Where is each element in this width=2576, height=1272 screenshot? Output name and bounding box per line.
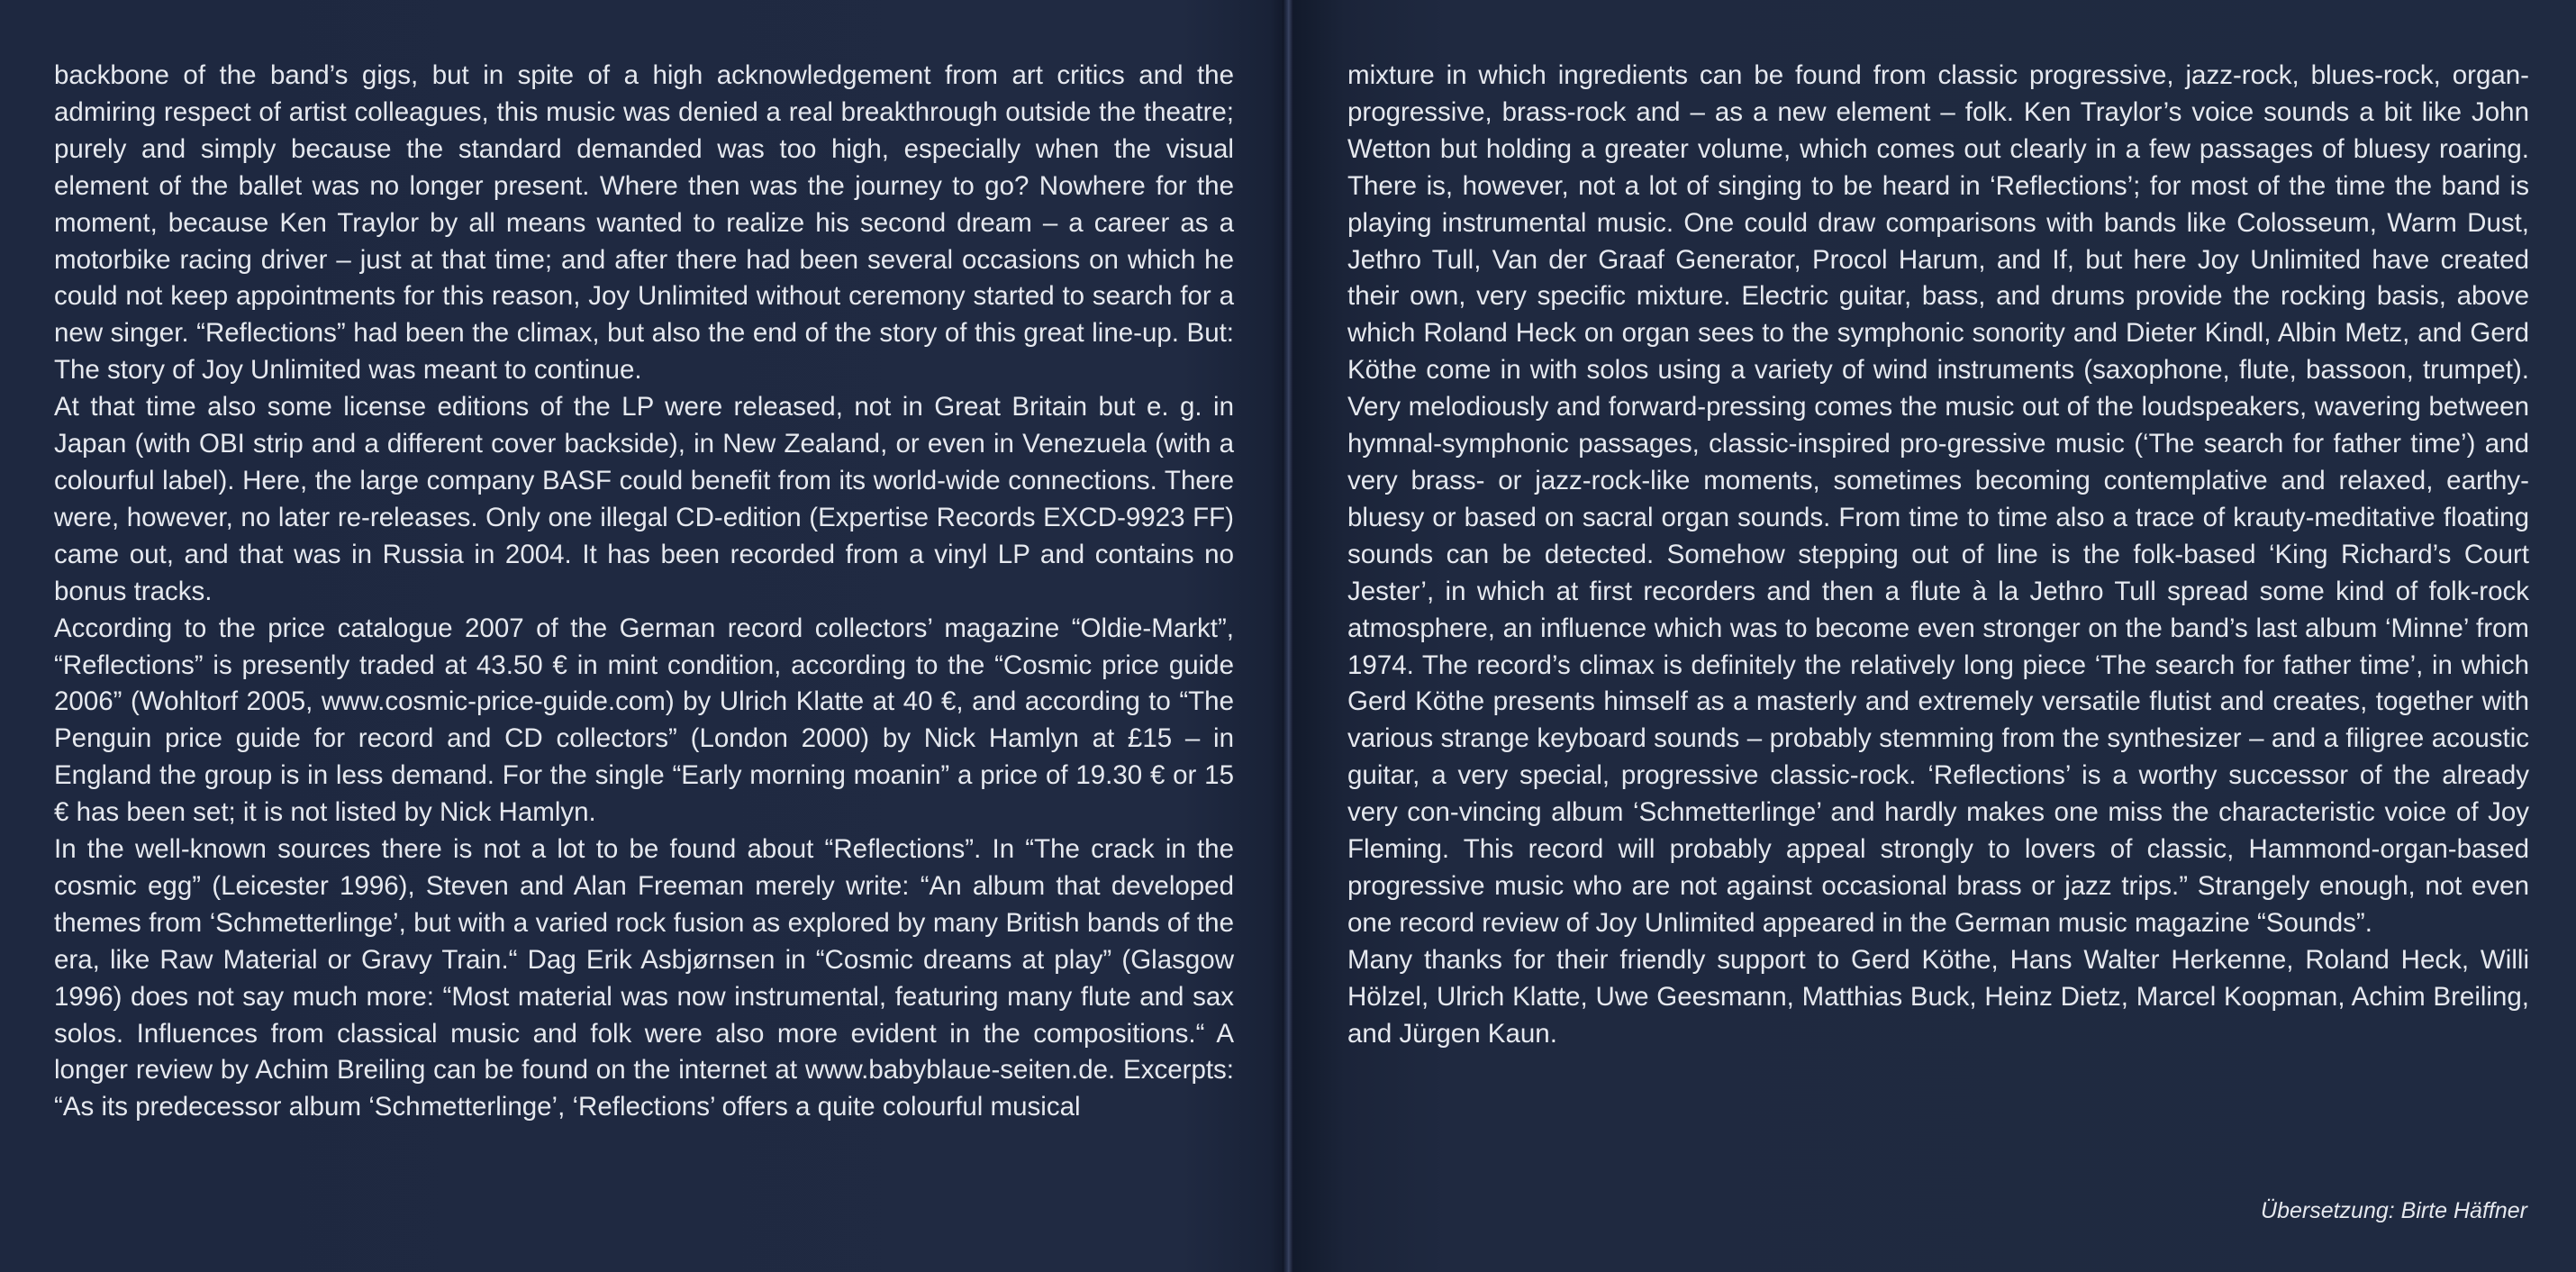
paragraph-musical-mixture: mixture in which ingredients can be found from classic progressive, jazz-rock, blues-rock, organ-progressive, brass-rock and – as a new element – folk. Ken Traylor’s voice sounds a bit like John Wetton but holding a greater volume, which comes out clearly in a few passages of bluesy roaring. There is, however, not a lot of singing to be heard in ‘Reflections’; for most of the time the band is playing instrumental music. One could draw comparisons with bands like Colosseum, Warm Dust, Jethro Tull, Van der Graaf Generator, Procol Harum, and If, but here Joy Unlimited have created their own, very specific mixture. Electric guitar, bass, and drums provide the rocking basis, above which Roland Heck on organ sees to the symphonic sonority and Dieter Kindl, Albin Metz, and Gerd Köthe come in with solos using a variety of wind instruments (saxophone, flute, bassoon, trumpet). Very melodiously and forward-pressing comes the music out of the loudspeakers, wavering between hymnal-symphonic passages, classic-inspired pro-gressive music (‘The search for father time’) and very brass- or jazz-rock-like moments, sometimes becoming contemplative and relaxed, earthy-bluesy or based on sacral organ sounds. From time to time also a trace of krauty-meditative floating sounds can be detected. Somehow stepping out of line is the folk-based ‘King Richard’s Court Jester’, in which at first recorders and then a flute à la Jethro Tull spread some kind of folk-rock atmosphere, an influence which was to become even stronger on the band’s last album ‘Minne’ from 1974. The record’s climax is definitely the relatively long piece ‘The search for father time’, in which Gerd Köthe presents himself as a masterly and extremely versatile flutist and creates, together with various strange keyboard sounds – probably stemming from the synthesizer – and a filigree acoustic guitar, a very special, progressive classic-rock. ‘Reflections’ is a worthy successor of the already very con-vincing album ‘Schmetterlinge’ and hardly makes one miss the characteristic voice of Joy Fleming. This record will probably appeal strongly to lovers of classic, Hammond-organ-based progressive music who are not against occasional brass or jazz trips.” Strangely enough, not even one record review of Joy Unlimited appeared in the German music magazine “Sounds”. (1347, 60, 2529, 938)
paragraph-sources: In the well-known sources there is not a lot to be found about “Reflections”. In “The crack in the cosmic egg” (Leicester 1996), Steven and Alan Freeman merely write: “An album that developed themes from ‘Schmetterlinge’, but with a varied rock fusion as explored by many British bands of the era, like Raw Material or Gravy Train.“ Dag Erik Asbjørnsen in “Cosmic dreams at play” (Glasgow 1996) does not say much more: “Most material was now instrumental, featuring many flute and sax solos. Influences from classical music and folk were also more evident in the compositions.“ A longer review by Achim Breiling can be found on the internet at www.babyblaue-seiten.de. Excerpts: “As its predecessor album ‘Schmetterlinge’, ‘Reflections’ offers a quite colourful musical (54, 834, 1234, 1122)
right-page (1293, 0, 2576, 1272)
paragraph-backbone: backbone of the band’s gigs, but in spite of a high acknowledgement from art critics and the admiring respect of artist colleagues, this music was denied a real breakthrough outside the theatre; purely and simply because the standard demanded was too high, especially when the visual element of the ballet was no longer present. Where then was the journey to go? Nowhere for the moment, because Ken Traylor by all means wanted to realize his second dream – a career as a motorbike racing driver – just at that time; and after there had been several occasions on which he could not keep appointments for this reason, Joy Unlimited without ceremony started to search for a new singer. “Reflections” had been the climax, but also the end of the story of this great line-up. But: The story of Joy Unlimited was meant to continue. (54, 60, 1234, 386)
right-text-column (1347, 58, 2529, 1052)
paragraph-price-catalogue: According to the price catalogue 2007 of the German record collectors’ magazine “Oldie-Markt”, “Reflections” is presently traded at 43.50 € in mint condition, according to the “Cosmic price guide 2006” (Wohltorf 2005, www.cosmic-price-guide.com) by Ulrich Klatte at 40 €, and according to “The Penguin price guide for record and CD collectors” (London 2000) by Nick Hamlyn at £15 – in England the group is in less demand. For the single “Early morning moanin” a price of 19.30 € or 15 € has been set; it is not listed by Nick Hamlyn. (54, 613, 1234, 828)
left-page (0, 0, 1283, 1272)
left-text-column (54, 58, 1234, 1126)
translation-credit: Übersetzung: Birte Häffner (2261, 1198, 2527, 1223)
booklet-spine (1283, 0, 1293, 1272)
paragraph-thanks: Many thanks for their friendly support to Gerd Köthe, Hans Walter Herkenne, Roland Heck, Willi Hölzel, Ulrich Klatte, Uwe Geesmann, Matthias Buck, Heinz Dietz, Marcel Koopman, Achim Breiling, and Jürgen Kaun. (1347, 944, 2529, 1049)
paragraph-license-editions: At that time also some license editions of the LP were released, not in Great Britain but e. g. in Japan (with OBI strip and a different cover backside), in New Zealand, or even in Venezuela (with a colourful label). Here, the large company BASF could benefit from its world-wide connections. There were, however, no later re-releases. Only one illegal CD-edition (Expertise Records EXCD-9923 FF) came out, and that was in Russia in 2004. It has been recorded from a vinyl LP and contains no bonus tracks. (54, 392, 1234, 606)
